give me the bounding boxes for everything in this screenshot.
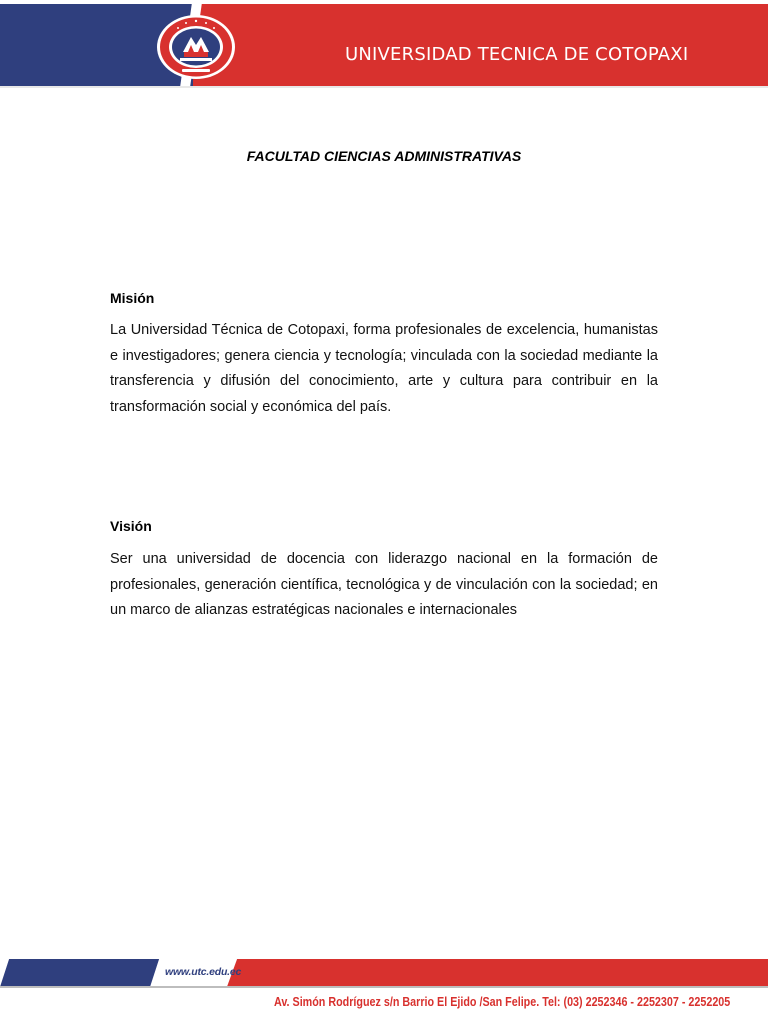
mision-paragraph: La Universidad Técnica de Cotopaxi, forma profesionales de excelencia, humanistas e investigadores; genera ciencia y tecnología; vinculada con la sociedad mediante la transferencia y difusión del conocimiento, arte y cultura para contribuir en la transformación social y económica del país. [110,322,658,415]
footer-blue-band [0,959,159,987]
university-seal-icon [156,14,236,80]
letterhead-footer [0,955,768,1024]
faculty-title: FACULTAD CIENCIAS ADMINISTRATIVAS [246,148,522,164]
header-underline [0,86,768,88]
footer-underline [0,986,768,988]
letterhead-header [0,0,768,88]
footer-red-band [244,959,768,987]
footer-address: Av. Simón Rodríguez s/n Barrio El Ejido /San Felipe. Tel: (03) 2252346 - 2252307 - 2252205 [274,995,731,1009]
vision-paragraph: Ser una universidad de docencia con liderazgo nacional en la formación de profesionales, generación científica, tecnológica y de vinculación con la sociedad; en un marco de alianzas estratégicas nacionales e internacionales [110,551,658,618]
website-link[interactable]: www.utc.edu.ec [165,966,242,978]
vision-heading: Visión [110,518,152,534]
mision-heading: Misión [110,290,155,306]
university-name: UNIVERSIDAD TECNICA DE COTOPAXI [345,44,689,65]
